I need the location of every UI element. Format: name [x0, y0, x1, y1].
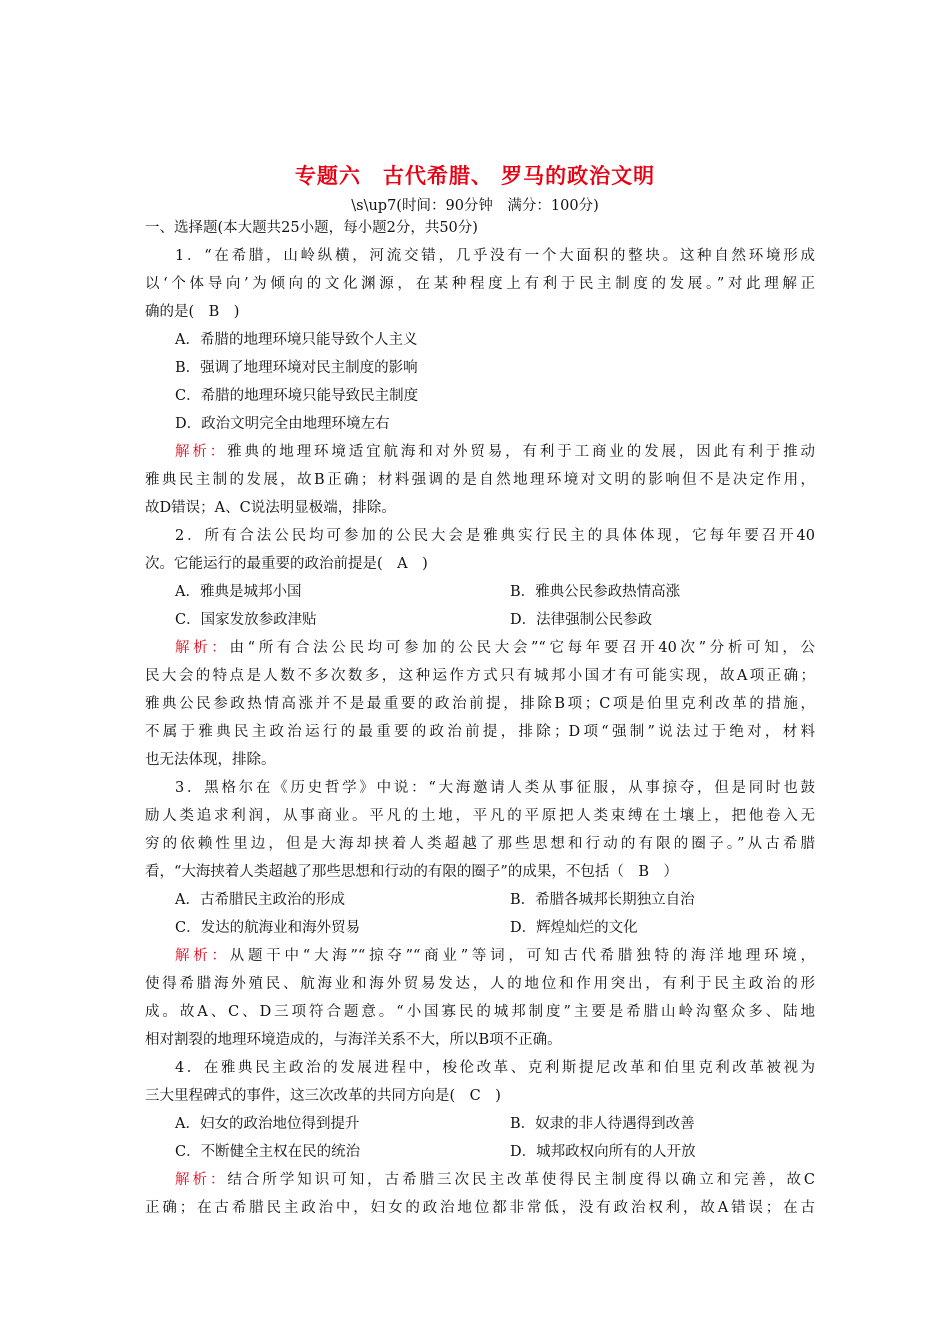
option-d: D．政治文明完全由地理环境左右: [175, 416, 390, 432]
document-body: [145, 214, 815, 1222]
question-stem-line: 励人类追求利润，从事商业。平凡的土地，平凡的平原把人类束缚在土壤上，把他卷入无: [145, 808, 815, 824]
option-row: [145, 606, 815, 634]
question-stem-line: 4．在雅典民主政治的发展进程中，梭伦改革、克利斯提尼改革和伯里克利改革被视为: [175, 1060, 815, 1076]
option-row: [145, 914, 815, 942]
analysis-line: 相对割裂的地理环境造成的，与海洋关系不大，所以B项不正确。: [145, 1032, 562, 1048]
question-2: [145, 522, 815, 774]
question-1: [145, 242, 815, 522]
page-title: 专题六 古代希腊、 罗马的政治文明: [294, 164, 656, 188]
analysis-label: 解析：: [175, 1172, 228, 1188]
question-stem-line: 2．所有合法公民均可参加的公民大会是雅典实行民主的具体体现，它每年要召开40: [175, 528, 815, 544]
option-d: D．法律强制公民参政: [510, 612, 653, 628]
option-b: B．希腊各城邦长期独立自治: [510, 892, 695, 908]
question-stem-line: 3．黑格尔在《历史哲学》中说：“大海邀请人类从事征服，从事掠夺，但是同时也鼓: [175, 780, 815, 796]
option-c: C．希腊的地理环境只能导致民主制度: [175, 388, 419, 404]
analysis-line: 雅典民主制的发展，故B正确；材料强调的是自然地理环境对文明的影响但不是决定作用，: [145, 472, 815, 488]
exam-info: \s\up7(时间：90分钟 满分：100分): [351, 198, 599, 214]
option-a: A．古希腊民主政治的形成: [175, 892, 345, 908]
option-c: C．国家发放参政津贴: [175, 612, 317, 628]
option-a: A．雅典是城邦小国: [175, 584, 302, 600]
analysis-text: 结合所学知识可知，古希腊三次民主改革使得民主制度得以确立和完善，故C: [227, 1172, 816, 1188]
option-b: B．雅典公民参政热情高涨: [510, 584, 681, 600]
option-row: [145, 1110, 815, 1138]
section-heading: 一、选择题(本大题共25小题，每小题2分，共50分): [145, 220, 478, 236]
analysis-line: [145, 634, 815, 662]
analysis-line: 不属于雅典民主政治运行的最重要的政治前提，排除；D项“强制”说法过于绝对，材料: [145, 724, 815, 740]
question-stem-line: 次。它能运行的最重要的政治前提是( A ): [145, 556, 428, 572]
option-c: C．发达的航海业和海外贸易: [175, 920, 361, 936]
analysis-line: 成。故A、C、D三项符合题意。“小国寡民的城邦制度”主要是希腊山岭沟壑众多、陆地: [145, 1004, 815, 1020]
analysis-line: 使得希腊海外殖民、航海业和海外贸易发达，人的地位和作用突出，有利于民主政治的形: [145, 976, 815, 992]
option-row: [145, 578, 815, 606]
question-stem-line: 以‘个体导向’为倾向的文化渊源，在某种程度上有利于民主制度的发展。”对此理解正: [145, 276, 815, 292]
analysis-line: 正确；在古希腊民主政治中，妇女的政治地位都非常低，没有政治权利，故A错误；在古: [145, 1200, 815, 1216]
analysis-line: [145, 942, 815, 970]
question-stem-line: 穷的依赖性里边，但是大海却挟着人类超越了那些思想和行动的有限的圈子。”从古希腊: [145, 836, 815, 852]
question-stem-line: 1．“在希腊，山岭纵横，河流交错，几乎没有一个大面积的整块。这种自然环境形成: [175, 248, 815, 264]
analysis-line: [145, 438, 815, 466]
option-d: D．城邦政权向所有的人开放: [510, 1144, 696, 1160]
option-a: A．希腊的地理环境只能导致个人主义: [175, 332, 418, 348]
analysis-label: 解析：: [175, 948, 230, 964]
question-4: [145, 1054, 815, 1222]
analysis-line: 也无法体现，排除。: [145, 752, 276, 768]
option-b: B．强调了地理环境对民主制度的影响: [175, 360, 418, 376]
analysis-line: 雅典公民参政热情高涨并不是最重要的政治前提，排除B项；C项是伯里克利改革的措施，: [145, 696, 815, 712]
analysis-text: 雅典的地理环境适宜航海和对外贸易，有利于工商业的发展，因此有利于推动: [227, 444, 815, 460]
option-c: C．不断健全主权在民的统治: [175, 1144, 361, 1160]
option-b: B．奴隶的非人待遇得到改善: [510, 1116, 695, 1132]
question-stem-line: 看，“大海挟着人类超越了那些思想和行动的有限的圈子”的成果，不包括（ B ）: [145, 864, 678, 880]
analysis-line: [145, 1166, 815, 1194]
analysis-label: 解析：: [175, 640, 230, 656]
question-stem-line: 三大里程碑式的事件，这三次改革的共同方向是( C ): [145, 1088, 501, 1104]
analysis-line: 故D错误；A、C说法明显极端，排除。: [145, 500, 396, 516]
analysis-line: 民大会的特点是人数不多次数多，这种运作方式只有城邦小国才有可能实现，故A项正确；: [145, 668, 815, 684]
question-3: [145, 774, 815, 1054]
option-row: [145, 886, 815, 914]
analysis-label: 解析：: [175, 444, 228, 460]
analysis-text: 由“所有合法公民均可参加的公民大会”“它每年要召开40次”分析可知，公: [229, 640, 815, 656]
option-d: D．辉煌灿烂的文化: [510, 920, 638, 936]
analysis-text: 从题干中“大海”“掠夺”“商业”等词，可知古代希腊独特的海洋地理环境，: [229, 948, 815, 964]
option-a: A．妇女的政治地位得到提升: [175, 1116, 360, 1132]
option-row: [145, 1138, 815, 1166]
question-stem-line: 确的是( B ): [145, 304, 240, 320]
